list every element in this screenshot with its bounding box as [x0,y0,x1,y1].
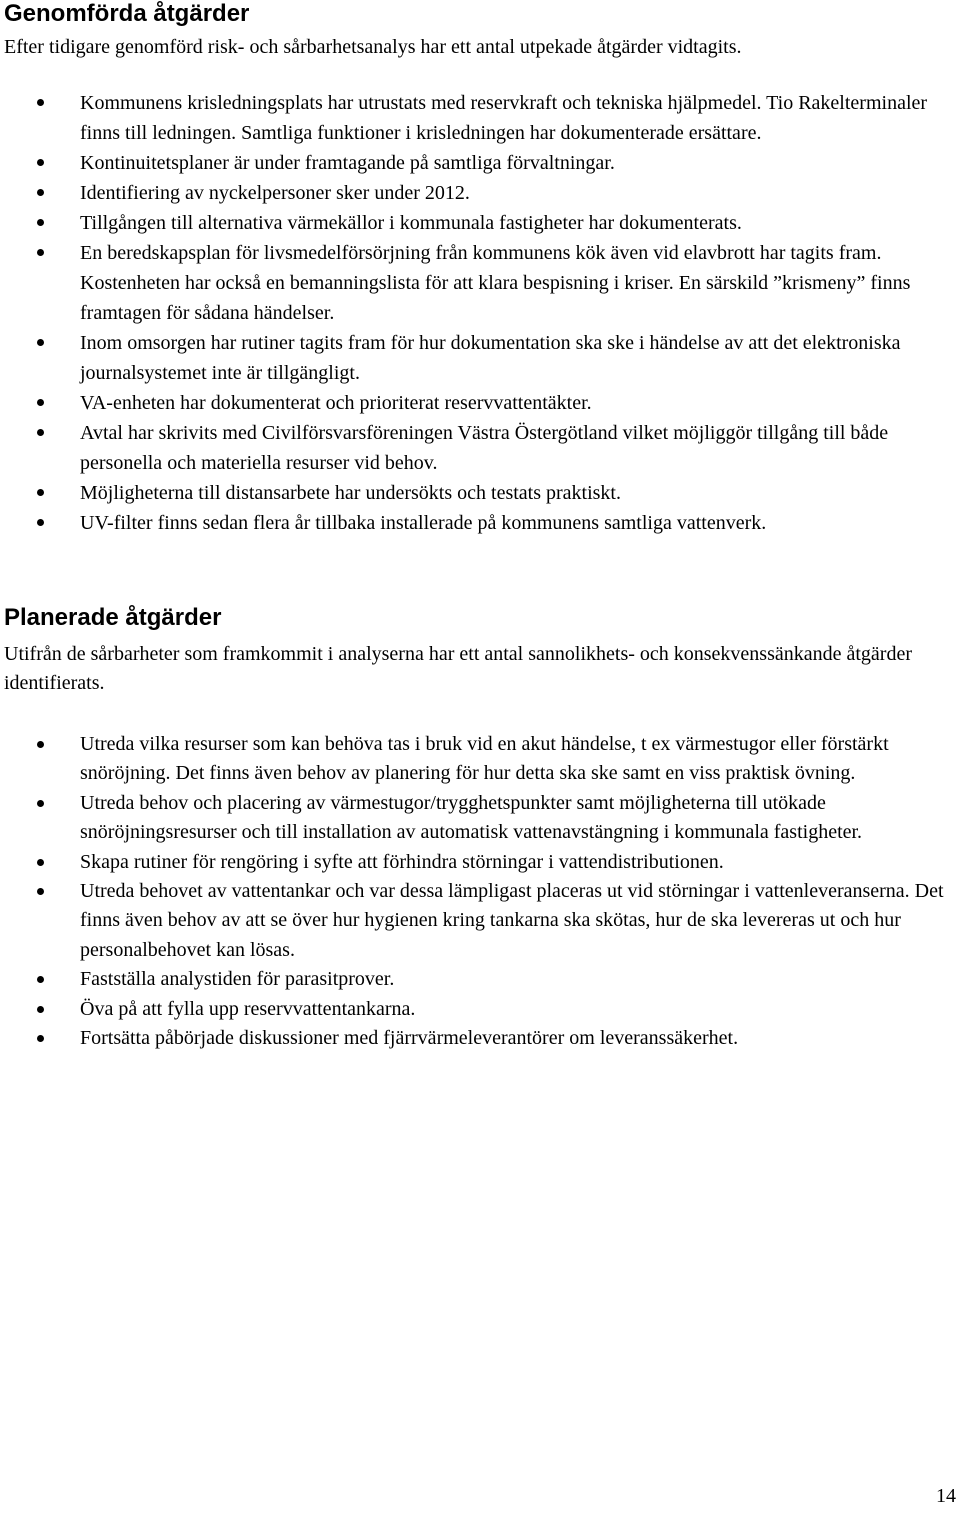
list-item-text: Identifiering av nyckelpersoner sker under 2012. [80,182,470,204]
bullet-icon [37,219,44,226]
list-item-text: Tillgången till alternativa värmekällor i kommunala fastigheter har dokumenterats. [80,212,742,234]
list-item [0,877,960,965]
list-item [0,418,960,478]
list-item [0,238,960,328]
list-item-text: Kommunens krisledningsplats har utrustats med reservkraft och tekniska hjälpmedel. Tio Rakelterminaler finns till ledningen. Samtliga funktioner i krisledningen har dokumenterade ersättare. [80,92,928,144]
list-item [0,88,960,148]
section-intro-planned-actions: Utifrån de sårbarheter som framkommit i analyserna har ett antal sannolikhets- och konsekvenssänkande åtgärder identifierats. [4,643,913,694]
bullet-icon [37,339,44,346]
list-item-text: Avtal har skrivits med Civilförsvarsföreningen Västra Östergötland vilket möjliggör tillgång till både personella och materiella resurser vid behov. [80,422,889,474]
list-item-text: UV-filter finns sedan flera år tillbaka installerade på kommunens samtliga vattenverk. [80,512,767,534]
list-item [0,208,960,238]
bullet-icon [37,159,44,166]
page-number: 14 [936,1485,956,1507]
list-item-text: Kontinuitetsplaner är under framtagande på samtliga förvaltningar. [80,152,615,174]
list-item [0,148,960,178]
bullet-icon [37,399,44,406]
list-item [0,789,960,848]
bullet-icon [37,189,44,196]
list-item-text: Öva på att fylla upp reservvattentankarna. [80,997,416,1020]
list-item [0,478,960,508]
section-title-completed-actions: Genomförda åtgärder [4,0,250,27]
bullet-icon [37,1035,44,1042]
list-item-text: Skapa rutiner för rengöring i syfte att förhindra störningar i vattendistributionen. [80,850,724,873]
list-item [0,965,960,994]
bullet-icon [37,976,44,983]
planned-actions-list [0,730,960,1053]
section-intro-completed-actions: Efter tidigare genomförd risk- och sårbarhetsanalys har ett antal utpekade åtgärder vidtagits. [4,36,742,58]
section-title-planned-actions: Planerade åtgärder [4,604,222,631]
bullet-icon [37,1006,44,1013]
bullet-icon [37,429,44,436]
list-item-text: Utreda behov och placering av värmestugor/trygghetspunkter samt möjligheterna till utökade snöröjningsresurser och till installation av automatisk vattenavstängning i kommunala fastigheter. [80,791,863,844]
list-item-text: Fastställa analystiden för parasitprover. [80,968,395,991]
list-item [0,388,960,418]
list-item [0,995,960,1024]
list-item-text: Utreda vilka resurser som kan behöva tas i bruk vid en akut händelse, t ex värmestugor eller förstärkt snöröjning. Det finns även behov av planering för hur detta ska ske samt en viss praktisk övning. [80,733,889,785]
list-item [0,328,960,388]
list-item-text: Inom omsorgen har rutiner tagits fram för hur dokumentation ska ske i händelse av att det elektroniska journalsystemet inte är tillgängligt. [80,332,901,384]
list-item [0,508,960,538]
bullet-icon [37,859,44,866]
bullet-icon [37,888,44,895]
list-item-text: Möjligheterna till distansarbete har undersökts och testats praktiskt. [80,482,621,504]
list-item [0,1024,960,1053]
list-item-text: VA-enheten har dokumenterat och prioriterat reservvattentäkter. [80,392,592,414]
bullet-icon [37,99,44,106]
list-item [0,178,960,208]
bullet-icon [37,741,44,748]
bullet-icon [37,249,44,256]
list-item [0,848,960,877]
completed-actions-list [0,88,960,538]
list-item-text: Utreda behovet av vattentankar och var dessa lämpligast placeras ut vid störningar i vattenleveranserna. Det finns även behov av att se över hur hygienen kring tankarna ska skötas, hur de ska levereras ut och hur personalbehovet kan lösas. [80,880,944,961]
bullet-icon [37,519,44,526]
list-item-text: En beredskapsplan för livsmedelförsörjning från kommunens kök även vid elavbrott har tagits fram. Kostenheten har också en bemanningslista för att klara bespisning i kriser. En särskild ”krismeny” finns framtagen för sådana händelser. [80,242,911,324]
list-item [0,730,960,789]
list-item-text: Fortsätta påbörjade diskussioner med fjärrvärmeleverantörer om leveranssäkerhet. [80,1027,739,1050]
bullet-icon [37,800,44,807]
bullet-icon [37,489,44,496]
